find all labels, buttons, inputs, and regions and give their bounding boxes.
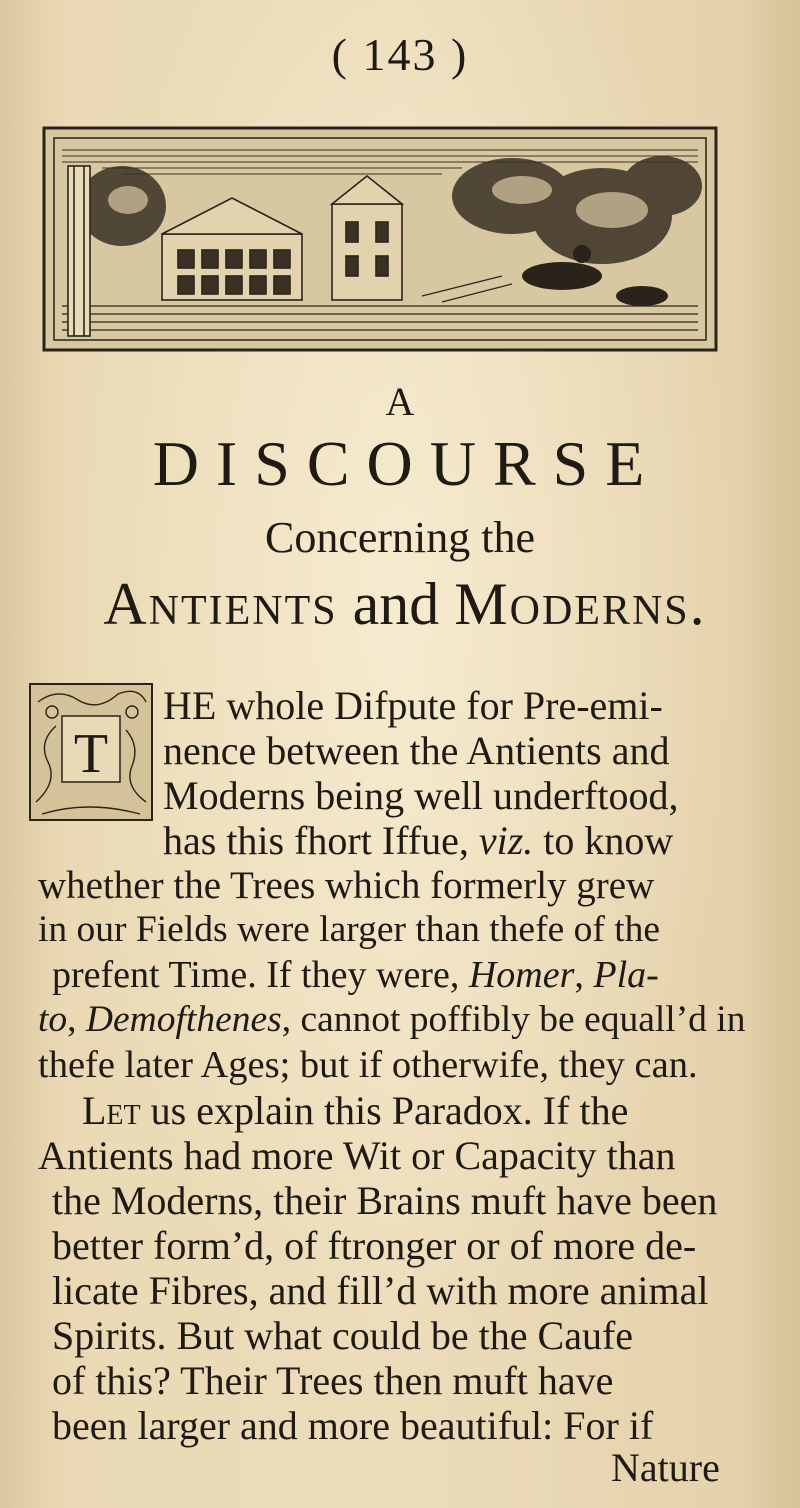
title-subject: [0, 571, 800, 637]
body-line: of this? Their Trees then muft have: [52, 1358, 614, 1403]
dropcap-letter: T: [73, 723, 109, 785]
body-line: in our Fields were larger than thefe of the: [38, 909, 661, 950]
title-subtitle: Concerning the: [264, 513, 536, 562]
body-line: HE whole Difpute for Pre-emi-: [163, 683, 663, 728]
body-line: Let us explain this Paradox. If the: [82, 1088, 629, 1133]
body-line: thefe later Ages; but if otherwife, they can.: [38, 1044, 698, 1086]
catchword: Nature: [611, 1445, 720, 1490]
body-line: prefent Time. If they were, Homer, Pla-: [52, 954, 659, 996]
title-moderns-word: Moderns.: [454, 571, 707, 637]
title-main: DISCOURSE: [152, 428, 662, 499]
body-line: the Moderns, their Brains muft have been: [52, 1178, 718, 1223]
body-line: Moderns being well underftood,: [163, 773, 679, 818]
body-line: has this fhort Iffue, viz. to know: [163, 818, 674, 863]
body-line: to, Demofthenes, cannot poffibly be equall’d in: [38, 999, 746, 1040]
body-line: better form’d, of ftronger or of more de-: [52, 1223, 697, 1268]
body-line: nence between the Antients and: [163, 728, 670, 773]
body-line: whether the Trees which formerly grew: [38, 864, 655, 907]
title-article: A: [385, 379, 415, 424]
body-line: Antients had more Wit or Capacity than: [38, 1133, 676, 1178]
body-line: Spirits. But what could be the Caufe: [52, 1313, 634, 1358]
title-antients-word: Antients: [103, 571, 338, 637]
headpiece-ornament-icon: [42, 126, 718, 352]
page-number: ( 143 ): [331, 29, 469, 80]
body-line: licate Fibres, and fill’d with more animal: [52, 1268, 709, 1313]
body-line: been larger and more beautiful: For if: [52, 1403, 654, 1448]
title-and-word: and: [352, 571, 440, 637]
decorated-dropcap-icon: [28, 682, 154, 822]
